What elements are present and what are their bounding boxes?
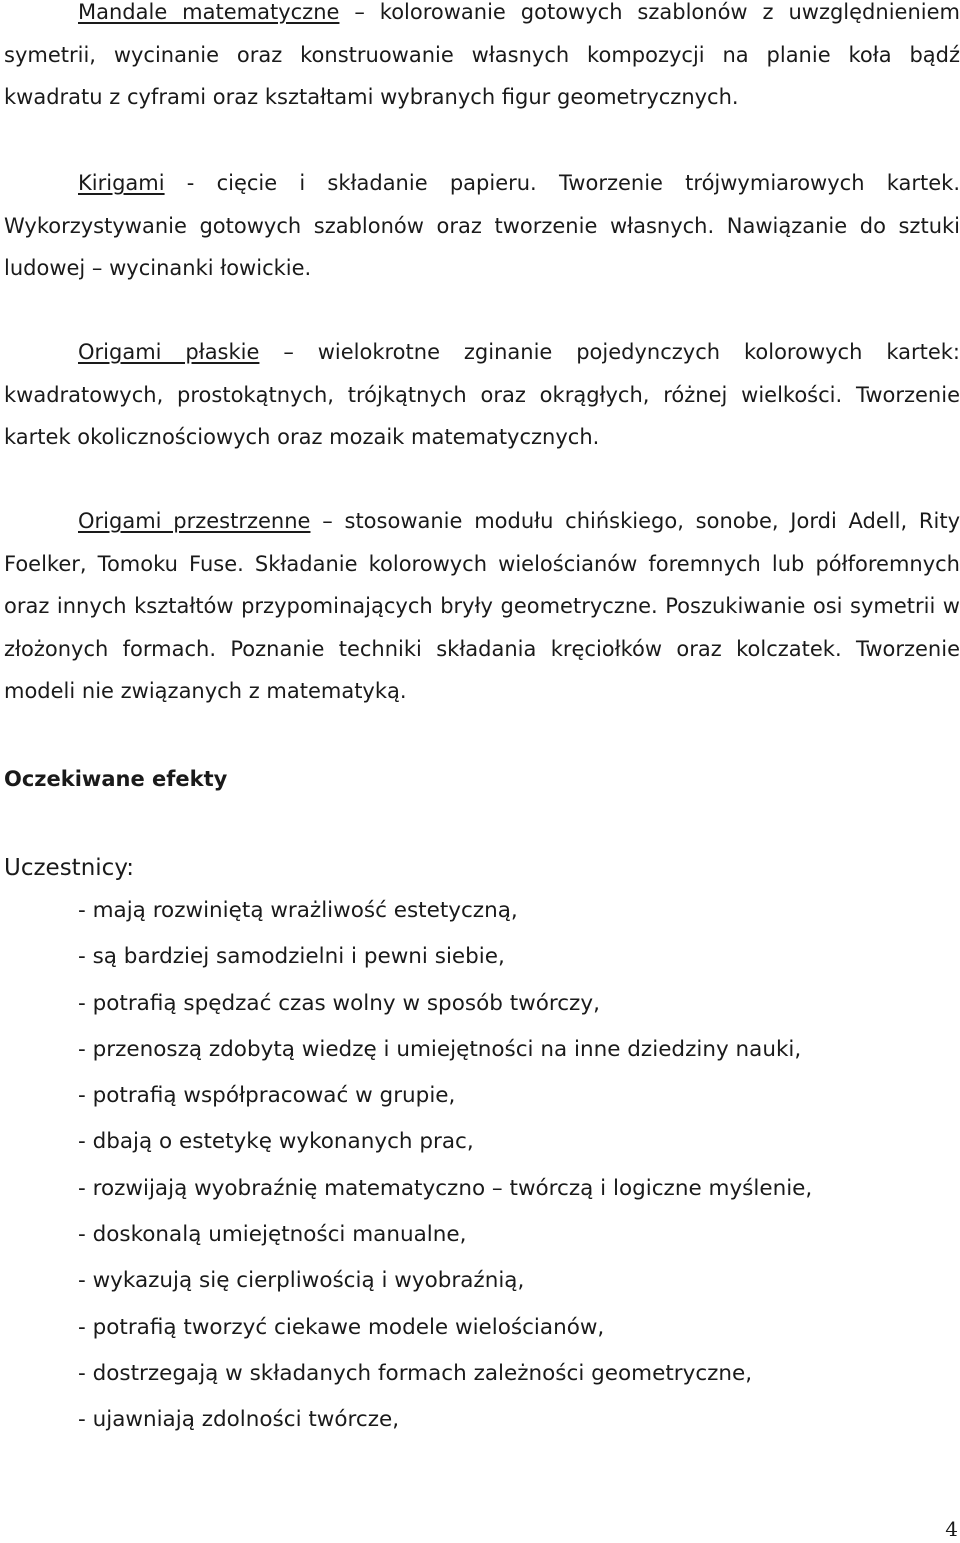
page-number: 4 [945,1517,958,1541]
section-mandale [4,0,960,119]
section-term: Kirigami [78,171,165,195]
section-term: Origami przestrzenne [78,509,311,533]
list-item: - są bardziej samodzielni i pewni siebie, [78,944,505,970]
section-kirigami [4,162,960,290]
list-item: - ujawniają zdolności twórcze, [78,1407,400,1433]
section-text: – kolorowanie gotowych szablonów z uwzględnieniem symetrii, wycinanie oraz konstruowanie własnych kompozycji na planie koła bądź kwadratu z cyframi oraz kształtami wybranych figur geometrycznych. [4,0,960,109]
section-text: - cięcie i składanie papieru. Tworzenie trójwymiarowych kartek. Wykorzystywanie gotowych szablonów oraz tworzenie własnych. Nawiązanie do sztuki ludowej – wycinanki łowickie. [4,171,960,280]
list-item: - doskonalą umiejętności manualne, [78,1222,467,1248]
list-item: - rozwijają wyobraźnię matematyczno – twórczą i logiczne myślenie, [78,1175,813,1201]
section-term: Mandale matematyczne [78,0,340,24]
list-item: - potrafią współpracować w grupie, [78,1083,456,1109]
list-item: - potrafią spędzać czas wolny w sposób twórczy, [78,990,600,1016]
document-page [4,0,960,1543]
participants-intro: Uczestnicy: [4,855,135,881]
list-item: - dbają o estetykę wykonanych prac, [78,1129,474,1155]
list-item: - mają rozwiniętą wrażliwość estetyczną, [78,898,518,923]
list-item: - dostrzegają w składanych formach zależności geometryczne, [78,1360,753,1386]
expected-effects-heading: Oczekiwane efekty [4,767,228,791]
list-item: - przenoszą zdobytą wiedzę i umiejętności na inne dziedziny nauki, [78,1036,802,1062]
section-text: – stosowanie modułu chińskiego, sonobe, Jordi Adell, Rity Foelker, Tomoku Fuse. Składanie kolorowych wielościanów foremnych lub półforemnych oraz innych kształtów przypominających bryły geometryczne. Poszukiwanie osi symetrii w złożonych formach. Poznanie techniki składania kręciołków oraz kolczatek. Tworzenie modeli nie związanych z matematyką. [4,509,960,703]
section-text: – wielokrotne zginanie pojedynczych kolorowych kartek: kwadratowych, prostokątnych, trójkątnych oraz okrągłych, różnej wielkości. Tworzenie kartek okolicznościowych oraz mozaik matematycznych. [4,340,960,449]
list-item: - wykazują się cierpliwością i wyobraźnią, [78,1268,525,1294]
section-term: Origami płaskie [78,340,260,364]
section-origami-3d [4,500,960,713]
section-origami-flat [4,331,960,459]
outcomes-list [78,888,812,1444]
list-item: - potrafią tworzyć ciekawe modele wielościanów, [78,1314,605,1340]
